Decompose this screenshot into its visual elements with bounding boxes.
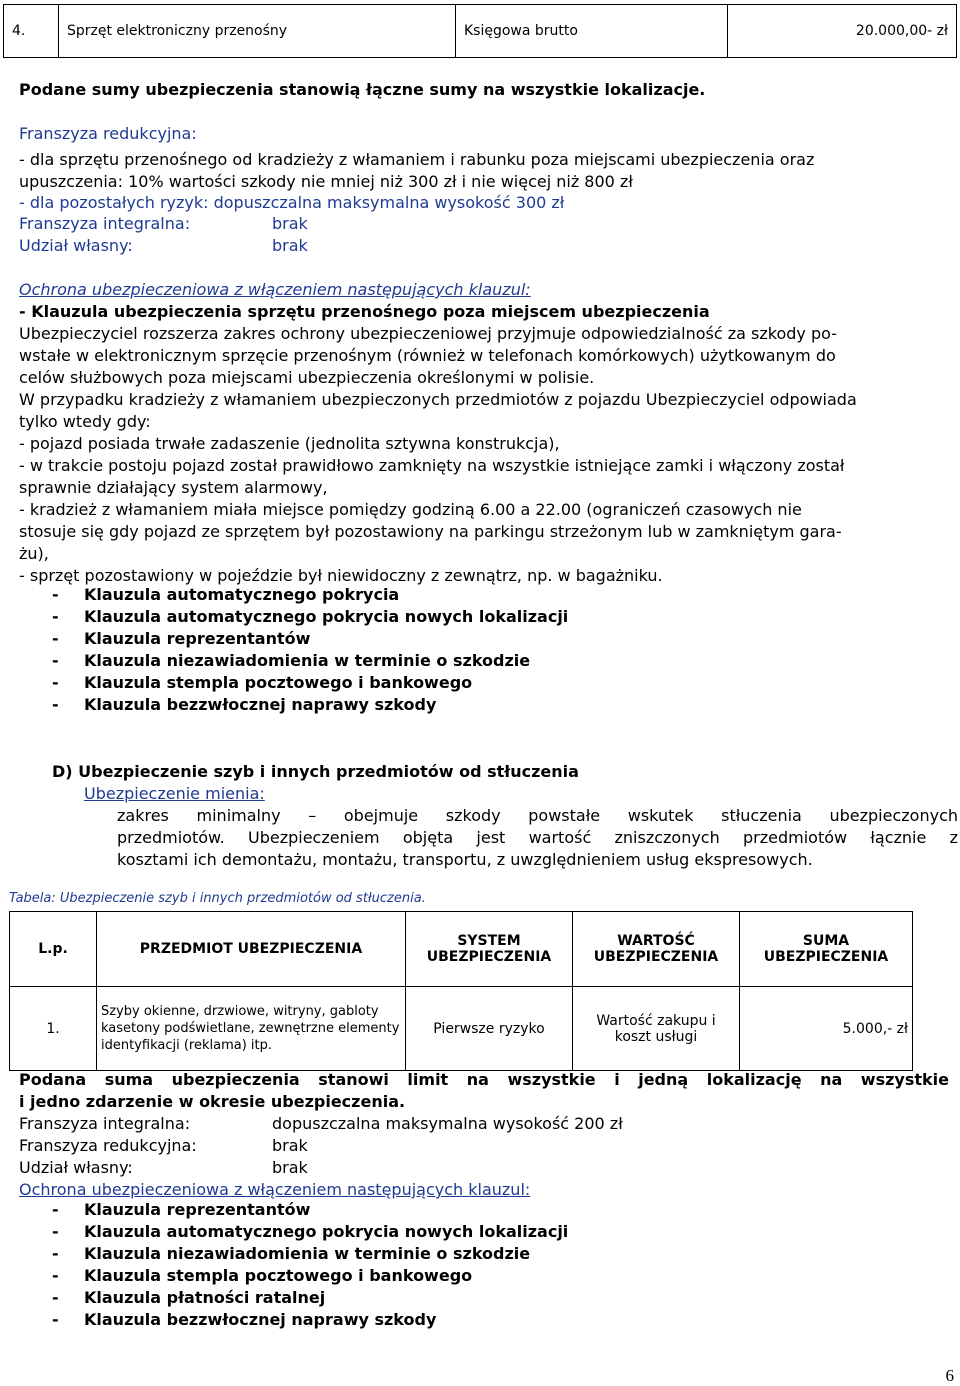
clause-item: - Klauzula stempla pocztowego i bankowego: [52, 1266, 473, 1285]
franchise-line: upuszczenia: 10% wartości szkody nie mniej niż 300 zł i nie więcej niż 800 zł: [19, 172, 633, 191]
section-d-title: D) Ubezpieczenie szyb i innych przedmiotów od stłuczenia: [52, 762, 579, 781]
property-table-row: [3, 4, 957, 58]
clause-item: - Klauzula reprezentantów: [52, 629, 311, 648]
franchise-line: - dla pozostałych ryzyk: dopuszczalna maksymalna wysokość 300 zł: [19, 193, 565, 212]
portable-text-line: Ubezpieczyciel rozszerza zakres ochrony ubezpieczeniowej przyjmuje odpowiedzialność za szkody po-: [19, 324, 837, 343]
portable-text-line: - w trakcie postoju pojazd został prawidłowo zamknięty na wszystkie istniejące zamki i włączony został: [19, 456, 845, 475]
clause-item: - Klauzula niezawiadomienia w terminie o szkodzie: [52, 1244, 531, 1263]
clause-item: - Klauzula reprezentantów: [52, 1200, 311, 1219]
limit-line: i jedno zdarzenie w okresie ubezpieczenia.: [19, 1092, 406, 1111]
scope-line: zakres minimalny – obejmuje szkody powstałe wskutek stłuczenia ubezpieczonych: [117, 806, 958, 825]
scope-line: kosztami ich demontażu, montażu, transportu, z uwzględnieniem usług ekspresowych.: [117, 850, 813, 869]
clause-item: - Klauzula niezawiadomienia w terminie o szkodzie: [52, 651, 531, 670]
cell-lp: 1.: [10, 987, 97, 1071]
header-system: SYSTEM UBEZPIECZENIA: [406, 912, 573, 987]
own-share-value: brak: [272, 236, 308, 255]
property-label: Ubezpieczenie mienia:: [84, 784, 265, 803]
cell-value: Wartość zakupu i koszt usługi: [573, 987, 740, 1071]
row-sum: 20.000,00- zł: [728, 5, 957, 58]
clause-item: - Klauzula bezzwłocznej naprawy szkody: [52, 695, 437, 714]
header-value: WARTOŚĆ UBEZPIECZENIA: [573, 912, 740, 987]
franchise-integral-label: Franszyza integralna:: [19, 214, 191, 233]
d-franchise-reduction-label: Franszyza redukcyjna:: [19, 1136, 197, 1155]
cell-sum: 5.000,- zł: [740, 987, 913, 1071]
portable-text-line: sprawnie działający system alarmowy,: [19, 478, 328, 497]
scope-line: przedmiotów. Ubezpieczeniem objęta jest wartość zniszczonych przedmiotów łącznie z: [117, 828, 958, 847]
table-caption: Tabela: Ubezpieczenie szyb i innych przedmiotów od stłuczenia.: [9, 891, 426, 906]
franchise-line: - dla sprzętu przenośnego od kradzieży z włamaniem i rabunku poza miejscami ubezpieczenia oraz: [19, 150, 815, 169]
portable-text-line: żu),: [19, 544, 49, 563]
header-lp: L.p.: [10, 912, 97, 987]
portable-text-line: wstałe w elektronicznym sprzęcie przenośnym (również w telefonach komórkowych) użytkowanym do: [19, 346, 836, 365]
row-number: 4.: [4, 5, 59, 58]
d-own-share-label: Udział własny:: [19, 1158, 133, 1177]
cell-item: Szyby okienne, drzwiowe, witryny, gabloty kasetony podświetlane, zewnętrzne elementy identyfikacji (reklama) itp.: [97, 987, 406, 1071]
portable-text-line: - pojazd posiada trwałe zadaszenie (jednolita sztywna konstrukcja),: [19, 434, 560, 453]
own-share-label: Udział własny:: [19, 236, 133, 255]
portable-text-line: celów służbowych poza miejscami ubezpieczenia określonymi w polisie.: [19, 368, 595, 387]
limit-line: Podana suma ubezpieczenia stanowi limit na wszystkie i jedną lokalizację na wszystkie: [19, 1070, 949, 1089]
clause-item: - Klauzula automatycznego pokrycia nowych lokalizacji: [52, 1222, 569, 1241]
table-row: [10, 987, 913, 1071]
clause-item: - Klauzula stempla pocztowego i bankowego: [52, 673, 473, 692]
cell-system: Pierwsze ryzyko: [406, 987, 573, 1071]
clause-item: - Klauzula bezzwłocznej naprawy szkody: [52, 1310, 437, 1329]
row-system: Księgowa brutto: [456, 5, 728, 58]
portable-text-line: W przypadku kradzieży z włamaniem ubezpieczonych przedmiotów z pojazdu Ubezpieczyciel odpowiada: [19, 390, 857, 409]
portable-text-line: - kradzież z włamaniem miała miejsce pomiędzy godziną 6.00 a 22.00 (ograniczeń czasowych nie: [19, 500, 802, 519]
portable-text-line: stosuje się gdy pojazd ze sprzętem był pozostawiony na parkingu strzeżonym lub w zamkniętym gara-: [19, 522, 842, 541]
page-number: 6: [945, 1366, 954, 1385]
d-franchise-integral-label: Franszyza integralna:: [19, 1114, 191, 1133]
clause-item: - Klauzula automatycznego pokrycia: [52, 585, 400, 604]
portable-text-line: tylko wtedy gdy:: [19, 412, 151, 431]
header-item: PRZEDMIOT UBEZPIECZENIA: [97, 912, 406, 987]
franchise-reduction-label: Franszyza redukcyjna:: [19, 124, 197, 143]
glass-insurance-table: [9, 911, 913, 1071]
d-franchise-integral-value: dopuszczalna maksymalna wysokość 200 zł: [272, 1114, 623, 1133]
row-item: Sprzęt elektroniczny przenośny: [59, 5, 456, 58]
d-own-share-value: brak: [272, 1158, 308, 1177]
clause-item: - Klauzula płatności ratalnej: [52, 1288, 326, 1307]
d-protection-heading: Ochrona ubezpieczeniowa z włączeniem następujących klauzul:: [19, 1180, 531, 1199]
summary-heading: Podane sumy ubezpieczenia stanowią łączne sumy na wszystkie lokalizacje.: [19, 80, 706, 99]
d-franchise-reduction-value: brak: [272, 1136, 308, 1155]
protection-heading: Ochrona ubezpieczeniowa z włączeniem następujących klauzul:: [19, 280, 531, 299]
header-sum: SUMA UBEZPIECZENIA: [740, 912, 913, 987]
franchise-integral-value: brak: [272, 214, 308, 233]
clause-portable-equipment: - Klauzula ubezpieczenia sprzętu przenośnego poza miejscem ubezpieczenia: [19, 302, 710, 321]
clause-item: - Klauzula automatycznego pokrycia nowych lokalizacji: [52, 607, 569, 626]
portable-text-line: - sprzęt pozostawiony w pojeździe był niewidoczny z zewnątrz, np. w bagażniku.: [19, 566, 663, 585]
